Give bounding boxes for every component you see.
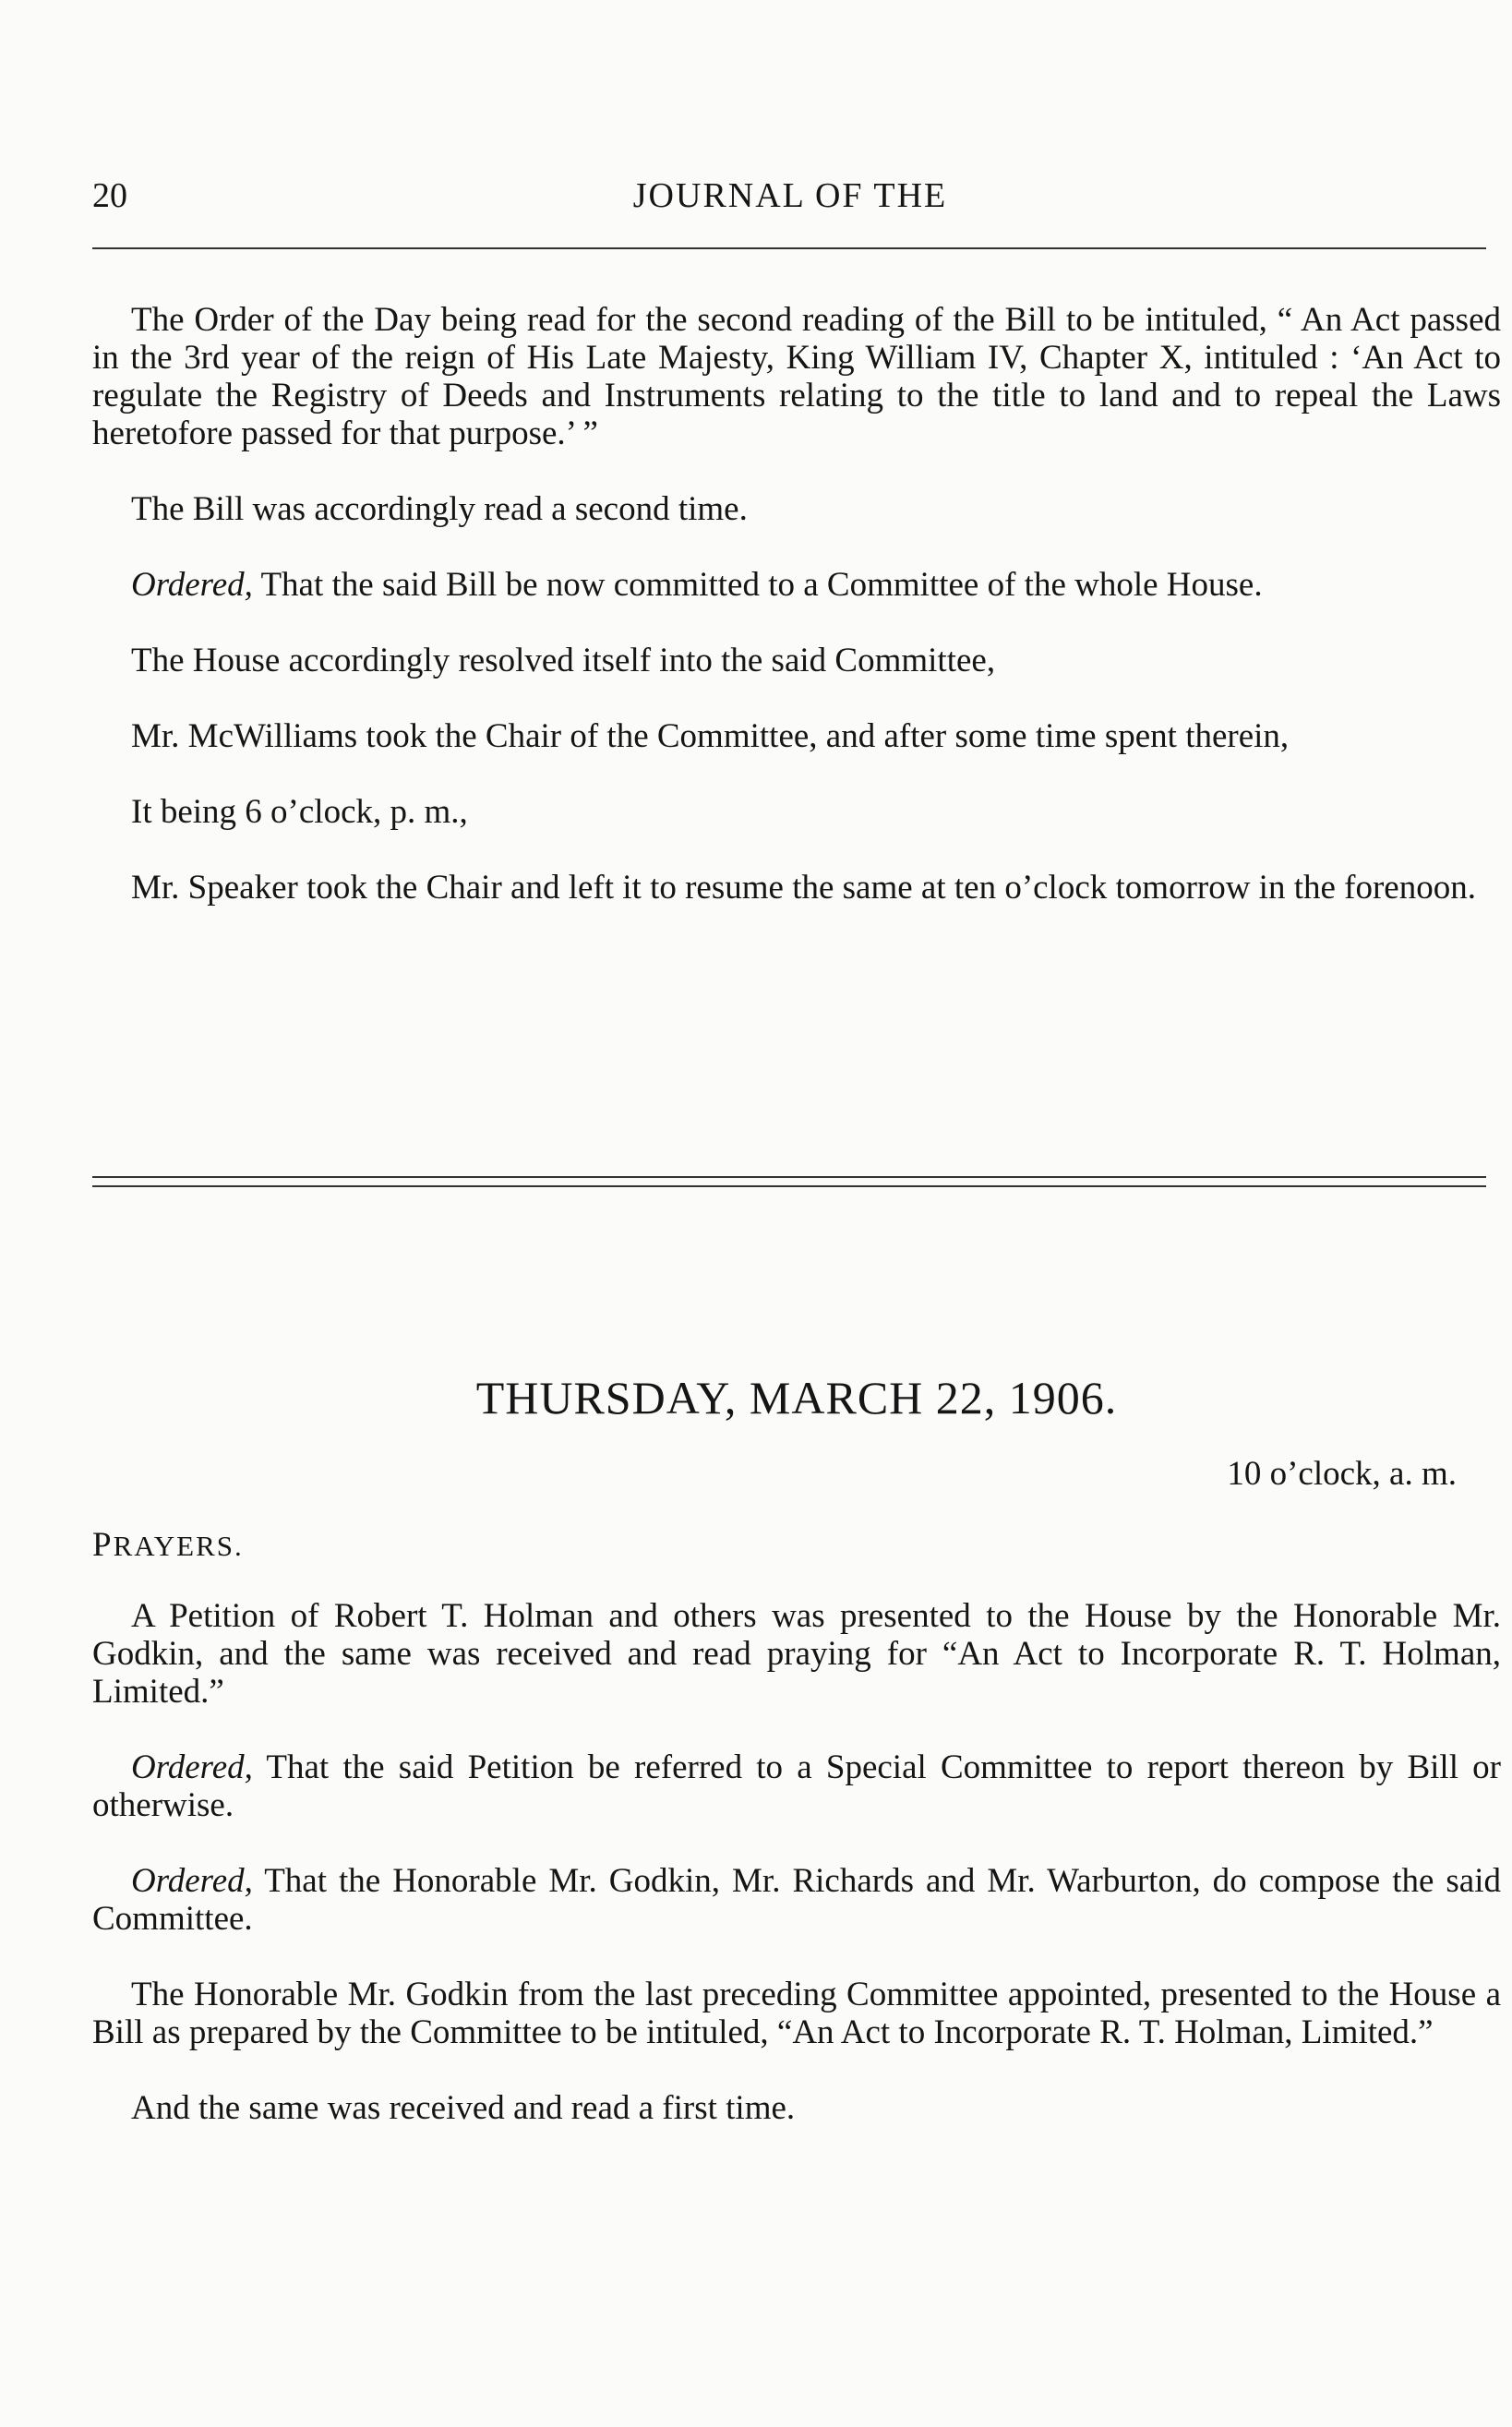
proceedings-section-2 bbox=[92, 1597, 1501, 2127]
paragraph-house-resolved: The House accordingly resolved itself into the said Committee, bbox=[131, 642, 996, 679]
paragraph-ordered-compose bbox=[92, 1862, 1501, 1938]
ordered-label: Ordered, bbox=[131, 1748, 253, 1786]
paragraph-bill-presented: The Honorable Mr. Godkin from the last preceding Committee appointed, presented to the House a Bill as prepared by the Committee to be intituled, “An Act to Incorporate R. T. Holman, Limited.” bbox=[92, 1976, 1501, 2051]
page-number: 20 bbox=[92, 176, 127, 215]
journal-title: JOURNAL OF THE bbox=[632, 176, 948, 215]
paragraph-order-of-day: The Order of the Day being read for the second reading of the Bill to be intituled, “ An Act passed in the 3rd year of the reign of His Late Majesty, King William IV, Chapter X, intituled : ‘An Act to regulate the Registry of Deeds and Instruments relating to the title to land and to repeal the Laws heretofore passed for that purpose.’ ” bbox=[92, 301, 1501, 452]
paragraph-chair-taken: Mr. McWilliams took the Chair of the Committee, and after some time spent therein, bbox=[131, 717, 1290, 755]
sitting-time: 10 o’clock, a. m. bbox=[1227, 1455, 1457, 1493]
paragraph-first-reading: And the same was received and read a first time. bbox=[131, 2089, 796, 2127]
day-heading: THURSDAY, MARCH 22, 1906. bbox=[475, 1372, 1118, 1424]
prayers-initial: P bbox=[92, 1526, 114, 1564]
prayers-rest: RAYERS. bbox=[113, 1530, 244, 1562]
running-head bbox=[92, 175, 1488, 231]
section-divider bbox=[92, 1176, 1486, 1187]
paragraph-petition: A Petition of Robert T. Holman and others was presented to the House by the Honorable Mr. Godkin, and the same was received and read praying for “An Act to Incorporate R. T. Holman, Limited.” bbox=[92, 1597, 1501, 1711]
ordered-label: Ordered, bbox=[131, 566, 253, 604]
prayers-heading bbox=[92, 1525, 244, 1565]
paragraph-second-reading: The Bill was accordingly read a second time. bbox=[131, 490, 748, 528]
paragraph-ordered-referred bbox=[92, 1748, 1501, 1824]
ordered-text: That the Honorable Mr. Godkin, Mr. Richards and Mr. Warburton, do compose the said Committee. bbox=[92, 1862, 1501, 1938]
ordered-label: Ordered, bbox=[131, 1862, 253, 1900]
paragraph-six-oclock: It being 6 o’clock, p. m., bbox=[131, 793, 468, 831]
header-rule bbox=[92, 247, 1486, 249]
paragraph-ordered-committed bbox=[92, 566, 1501, 604]
proceedings-section-1 bbox=[92, 301, 1501, 907]
ordered-text: That the said Bill be now committed to a Committee of the whole House. bbox=[252, 566, 1263, 604]
paragraph-speaker-adjourn: Mr. Speaker took the Chair and left it to resume the same at ten o’clock tomorrow in the forenoon. bbox=[131, 869, 1476, 907]
ordered-text: That the said Petition be referred to a Special Committee to report thereon by Bill or otherwise. bbox=[92, 1748, 1501, 1824]
